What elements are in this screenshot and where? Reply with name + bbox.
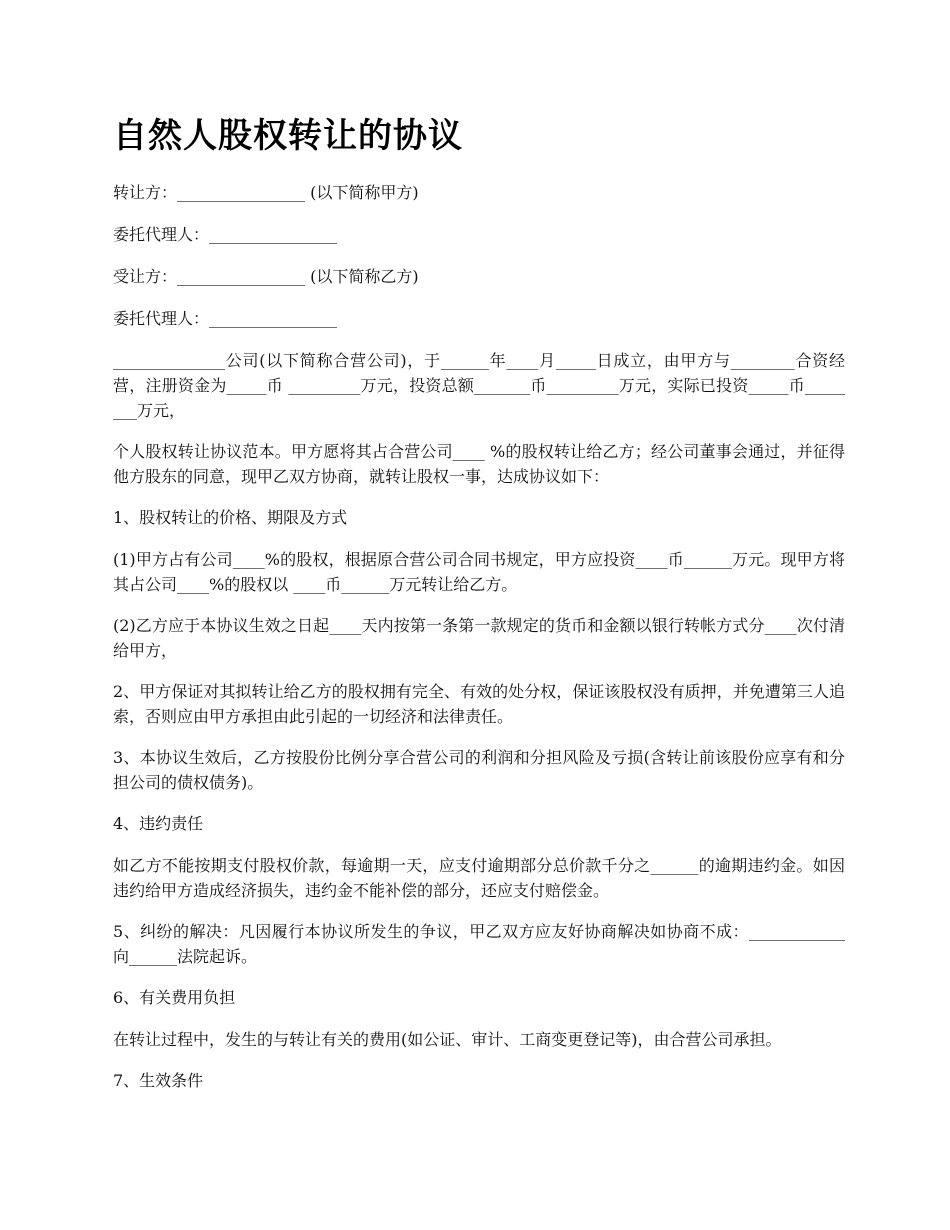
section-heading-liability: 4、违约责任 xyxy=(113,814,204,833)
paragraph-company-info: ______________公司(以下简称合营公司)，于______年____月_____日成立，由甲方与________合资经营，注册资金为_____币 _________万元，投资总额_______币_________万元，实际已投资_____币________万元， xyxy=(113,351,845,420)
paragraph-transferor: 转让方：________________ (以下简称甲方) xyxy=(113,183,419,202)
document-title: 自然人股权转让的协议 xyxy=(113,116,463,156)
paragraph-clause-3: 3、本协议生效后，乙方按股份比例分享合营公司的利润和分担风险及亏损(含转让前该股份应享有和分担公司的债权债务)。 xyxy=(113,748,845,792)
paragraph-transferee-agent: 委托代理人：________________ xyxy=(113,309,338,328)
paragraph-transferee: 受让方：________________ (以下简称乙方) xyxy=(113,267,419,286)
paragraph-transferor-agent: 委托代理人：________________ xyxy=(113,225,338,244)
document-page xyxy=(113,112,845,1110)
paragraph-intro: 个人股权转让协议范本。甲方愿将其占合营公司____ %的股权转让给乙方；经公司董事会通过，并征得他方股东的同意，现甲乙双方协商，就转让股权一事，达成协议如下： xyxy=(113,442,845,486)
section-heading-effective: 7、生效条件 xyxy=(113,1071,204,1090)
section-heading-fees: 6、有关费用负担 xyxy=(113,988,236,1007)
paragraph-clause-1-1: (1)甲方占有公司____%的股权，根据原合营公司合同书规定，甲方应投资____币______万元。现甲方将其占公司____%的股权以 ____币______万元转让给乙方。 xyxy=(113,550,845,594)
paragraph-clause-2: 2、甲方保证对其拟转让给乙方的股权拥有完全、有效的处分权，保证该股权没有质押，并免遭第三人追索，否则应由甲方承担由此引起的一切经济和法律责任。 xyxy=(113,682,845,726)
section-heading-price: 1、股权转让的价格、期限及方式 xyxy=(113,508,348,527)
paragraph-clause-1-2: (2)乙方应于本协议生效之日起____天内按第一条第一款规定的货币和金额以银行转帐方式分____次付清给甲方， xyxy=(113,616,845,660)
paragraph-liability: 如乙方不能按期支付股权价款，每逾期一天，应支付逾期部分总价款千分之______的逾期违约金。如因违约给甲方造成经济损失，违约金不能补偿的部分，还应支付赔偿金。 xyxy=(113,856,845,900)
paragraph-fees: 在转让过程中，发生的与转让有关的费用(如公证、审计、工商变更登记等)，由合营公司承担。 xyxy=(113,1030,782,1049)
paragraph-clause-5: 5、纠纷的解决：凡因履行本协议所发生的争议，甲乙双方应友好协商解决如协商不成：____________ 向______法院起诉。 xyxy=(113,922,845,966)
